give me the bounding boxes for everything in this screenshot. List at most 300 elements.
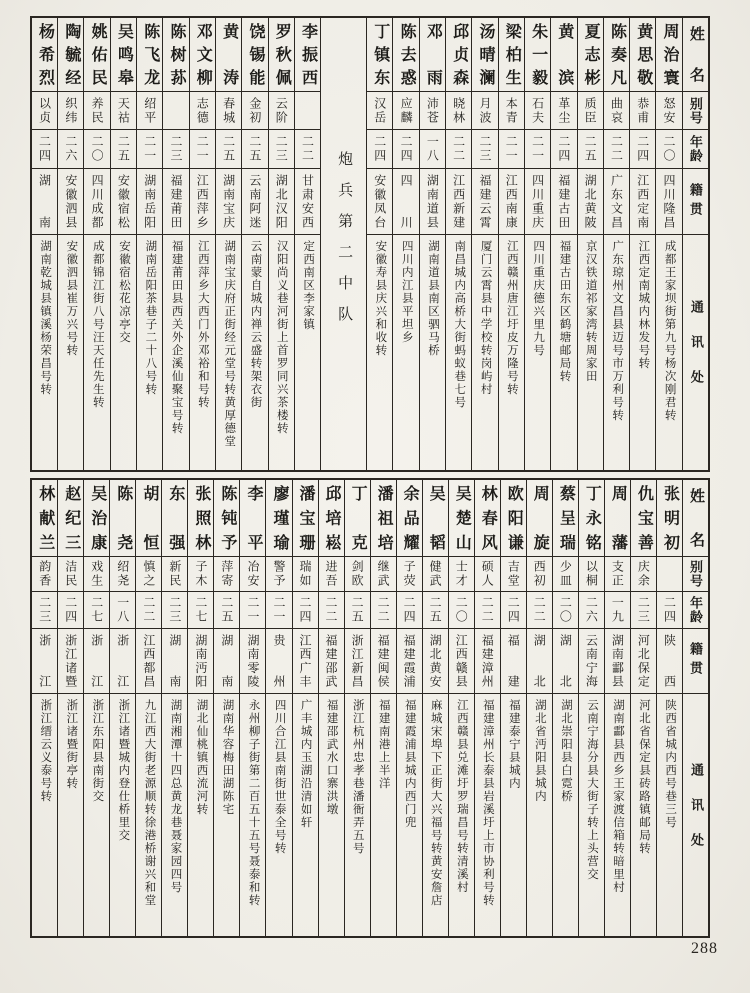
entry-origin-text: 福建	[506, 634, 521, 688]
entry-address	[449, 694, 474, 936]
entry-age-text: 二三	[37, 596, 52, 624]
entry-origin	[656, 169, 681, 235]
entry-name	[266, 480, 291, 557]
entry-origin	[527, 629, 552, 694]
entry-column	[629, 18, 655, 470]
entry-column	[630, 480, 656, 936]
entry-name-text: 朱一毅	[529, 23, 547, 86]
entry-age-text: 二一	[142, 135, 157, 163]
entry-address-text: 湖南酃县西乡王家渡信箱转暗里村	[612, 699, 624, 894]
entry-alias	[420, 92, 445, 130]
entry-address	[58, 694, 83, 936]
entry-address-text: 浙江杭州忠孝巷潘衙弄五号	[351, 699, 364, 855]
entry-alias-text: 晓林	[451, 96, 466, 125]
entry-age	[656, 130, 681, 169]
entry-alias-text: 戏生	[89, 560, 104, 588]
entry-age-text: 二四	[37, 135, 52, 163]
entry-name-text: 汤晴澜	[476, 23, 494, 86]
entry-origin	[240, 629, 265, 694]
entry-origin	[58, 629, 83, 694]
entry-address	[32, 235, 57, 470]
entry-address-text: 四川重庆德兴里九号	[532, 240, 545, 357]
entry-alias-text: 洁民	[63, 560, 78, 588]
entry-address-text: 京汉铁道祁家湾转周家田	[584, 240, 597, 383]
entry-age-text: 二四	[556, 135, 571, 163]
entry-origin-text: 云南宁海	[584, 634, 599, 688]
entry-alias	[269, 92, 294, 130]
entry-origin	[657, 629, 682, 694]
entry-address	[319, 694, 344, 936]
roster-table-bottom	[30, 478, 710, 938]
entry-alias	[553, 557, 578, 592]
entry-name-text: 邓雨	[424, 23, 442, 86]
entry-age	[578, 130, 603, 169]
entry-alias-text: 慎之	[141, 560, 156, 588]
entry-name-text: 林春风	[479, 485, 497, 551]
entry-address	[423, 694, 448, 936]
entry-name-text: 潘宝珊	[297, 485, 315, 551]
entry-column	[187, 480, 213, 936]
entry-alias-text: 庆余	[636, 560, 651, 588]
entry-address	[32, 694, 57, 936]
entry-origin-text: 安徽凤台	[372, 174, 387, 229]
entry-address-text: 福建邵武水口寨洪墩	[325, 699, 338, 816]
entry-name-text: 陈钝予	[218, 485, 236, 551]
entry-alias-text: 进吾	[324, 560, 339, 588]
entry-age	[525, 130, 550, 169]
entry-name	[499, 18, 524, 92]
entry-name-text: 周藩	[609, 485, 627, 551]
entry-name	[293, 480, 318, 557]
entry-address-text: 浙江诸暨城内登仕桥里交	[117, 699, 130, 842]
entry-alias	[501, 557, 526, 592]
entry-name	[216, 18, 241, 92]
entry-address-text: 九江西大街老源顺转徐港桥谢兴和堂	[143, 699, 156, 907]
entry-alias	[214, 557, 239, 592]
entry-age-text: 二六	[63, 135, 78, 163]
entry-alias	[446, 92, 471, 130]
entry-name	[527, 480, 552, 557]
entry-address	[188, 694, 213, 936]
entry-age-text: 二二	[141, 596, 156, 624]
entry-name	[630, 18, 655, 92]
entry-address	[216, 235, 241, 470]
entry-address-text: 四川内江县平坦乡	[400, 240, 413, 344]
entry-age-text: 二〇	[90, 135, 105, 163]
entry-name	[32, 480, 57, 557]
entry-origin	[423, 629, 448, 694]
entry-column	[524, 18, 550, 470]
entry-column	[604, 480, 630, 936]
entry-origin-text: 湖北	[532, 634, 547, 688]
entry-address	[367, 235, 392, 470]
entry-name	[240, 480, 265, 557]
entry-age	[58, 592, 83, 629]
entry-address-text: 福建泰宁县城内	[507, 699, 520, 790]
entry-column	[110, 18, 136, 470]
entry-origin-text: 四川隆昌	[662, 174, 677, 229]
entry-alias-text: 石夫	[530, 96, 545, 125]
entry-address-text: 厦门云霄县中学校转岗屿村	[479, 240, 492, 396]
entry-name	[446, 18, 471, 92]
entry-name	[269, 18, 294, 92]
entry-origin-text: 湖南沔阳	[193, 634, 208, 688]
column-header-age	[683, 592, 708, 629]
entry-name-text: 梁柏生	[503, 23, 521, 86]
entry-age	[293, 592, 318, 629]
entry-origin	[579, 629, 604, 694]
entry-age-text: 二四	[506, 596, 521, 624]
entry-alias-text: 绍尧	[115, 560, 130, 588]
entry-name-text: 赵纪三	[62, 485, 80, 551]
entry-name-text: 张照林	[192, 485, 210, 551]
entry-name-text: 胡恒	[140, 485, 158, 551]
entry-address-text: 湖南湘潭十四总黄龙巷聂家园四号	[169, 699, 182, 894]
roster-table-top	[30, 16, 710, 472]
entry-address-text: 云南宁海分县大街子转上头营交	[585, 699, 598, 881]
entry-address	[551, 235, 576, 470]
entry-origin	[501, 629, 526, 694]
entry-name-text: 周旋	[531, 485, 549, 551]
entry-origin-text: 浙江诸暨	[63, 634, 78, 688]
entry-alias-text: 汉岳	[372, 96, 387, 125]
entry-alias	[32, 557, 57, 592]
entry-name	[111, 18, 136, 92]
entry-column	[215, 18, 241, 470]
entry-age	[630, 130, 655, 169]
entry-alias-text: 应麟	[399, 96, 414, 125]
entry-age-text: 二五	[428, 596, 443, 624]
entry-origin	[163, 169, 188, 235]
entry-age	[111, 130, 136, 169]
entry-origin	[84, 629, 109, 694]
column-header-alias	[683, 92, 708, 130]
entry-alias-text: 硕人	[480, 560, 495, 588]
entry-address-text: 江西赣州唐江圩皮万隆号转	[505, 240, 518, 396]
entry-address-text: 湖北省沔阳县城内	[533, 699, 546, 803]
entry-alias	[84, 557, 109, 592]
entry-age-text: 一八	[425, 135, 440, 163]
entry-age	[240, 592, 265, 629]
entry-address-text: 湖南岳阳茶巷子二十八号转	[144, 240, 157, 396]
entry-age	[605, 592, 630, 629]
entry-name-text: 吴治康	[88, 485, 106, 551]
entry-alias	[449, 557, 474, 592]
entry-address	[604, 235, 629, 470]
entry-address	[472, 235, 497, 470]
entry-alias-text: 以贞	[37, 96, 52, 125]
entry-address	[371, 694, 396, 936]
entry-address	[631, 694, 656, 936]
entry-alias-text: 少皿	[558, 560, 573, 588]
entry-age-text: 二五	[116, 135, 131, 163]
entry-alias	[578, 92, 603, 130]
entry-age-text: 二四	[63, 596, 78, 624]
entry-origin-text: 陕西	[662, 634, 677, 688]
entry-address	[240, 694, 265, 936]
entry-age-text: 二四	[402, 596, 417, 624]
entry-age-text: 二五	[221, 135, 236, 163]
entry-origin-text: 四川	[399, 174, 414, 229]
entry-alias	[499, 92, 524, 130]
entry-address-text: 广丰城内玉湖沿清如轩	[299, 699, 312, 829]
entry-address	[397, 694, 422, 936]
entry-column	[292, 480, 318, 936]
entry-address-text: 成都锦江街八号汪天任先生转	[91, 240, 104, 409]
column-header-age-text: 年龄	[687, 135, 703, 163]
entry-address	[393, 235, 418, 470]
entry-age	[295, 130, 320, 169]
entry-column	[57, 480, 83, 936]
entry-origin-text: 安徽宿松	[116, 174, 131, 229]
entry-address	[657, 694, 682, 936]
entry-name	[631, 480, 656, 557]
entry-address-text: 麻城宋埠下正街大兴福号转黄安詹店	[429, 699, 442, 907]
entry-column	[32, 18, 57, 470]
entry-origin	[293, 629, 318, 694]
entry-column	[294, 18, 320, 470]
entry-age	[420, 130, 445, 169]
entry-origin	[136, 629, 161, 694]
entry-origin	[58, 169, 83, 235]
entry-origin	[188, 629, 213, 694]
entry-address-text: 永州柳子街第二百五十五号聂泰和转	[247, 699, 260, 907]
entry-alias-text: 养民	[90, 96, 105, 125]
entry-name-text: 吴韬	[427, 485, 445, 551]
entry-name-text: 周治寰	[661, 23, 679, 86]
entry-alias-text: 韵香	[37, 560, 52, 588]
entry-age	[216, 130, 241, 169]
column-header-name	[683, 18, 708, 92]
entry-name-text: 饶锡能	[246, 23, 264, 86]
entry-age-text: 二二	[451, 135, 466, 163]
entry-age-text: 二〇	[454, 596, 469, 624]
entry-age	[371, 592, 396, 629]
entry-alias-text: 剑欧	[350, 560, 365, 588]
column-header-address	[683, 694, 708, 936]
entry-name	[472, 18, 497, 92]
entry-address	[110, 694, 135, 936]
entry-age-text: 二五	[247, 135, 262, 163]
column-header-name-text: 姓名	[687, 488, 704, 548]
entry-alias	[58, 92, 83, 130]
entry-origin	[137, 169, 162, 235]
entry-column	[344, 480, 370, 936]
entry-address	[525, 235, 550, 470]
entry-alias-text: 本青	[504, 96, 519, 125]
entry-name	[578, 18, 603, 92]
entry-name	[84, 18, 109, 92]
entry-age-text: 二三	[636, 596, 651, 624]
entry-alias	[393, 92, 418, 130]
entry-name-text: 李平	[244, 485, 262, 551]
entry-address-text: 云南蒙自城内禅云盛转架衣街	[249, 240, 262, 409]
entry-origin-text: 浙江新昌	[350, 634, 365, 688]
entry-alias-text: 怒安	[662, 96, 677, 125]
entry-address-text: 安徽泗县崔万兴号转	[65, 240, 78, 357]
entry-name-text: 丁克	[349, 485, 367, 551]
entry-address-text: 广东琼州文昌县迈号市万利号转	[611, 240, 624, 422]
entry-name	[345, 480, 370, 557]
entry-name	[393, 18, 418, 92]
column-header-age	[683, 130, 708, 169]
entry-age	[163, 130, 188, 169]
entry-origin-text: 四川重庆	[530, 174, 545, 229]
entry-alias	[136, 557, 161, 592]
entry-age-text: 二一	[245, 596, 260, 624]
entry-column	[136, 18, 162, 470]
entry-age-text: 二二	[609, 135, 624, 163]
entry-alias	[319, 557, 344, 592]
entry-alias	[266, 557, 291, 592]
entry-address	[553, 694, 578, 936]
entry-name-text: 余品耀	[401, 485, 419, 551]
entry-name-text: 蔡呈瑞	[557, 485, 575, 551]
entry-address	[190, 235, 215, 470]
entry-age	[266, 592, 291, 629]
entry-column	[268, 18, 294, 470]
entry-origin	[605, 629, 630, 694]
entry-age-text: 二二	[532, 596, 547, 624]
entry-age	[190, 130, 215, 169]
entry-age	[604, 130, 629, 169]
entry-origin-text: 福建莆田	[169, 174, 183, 229]
entry-origin-text: 江西萍乡	[195, 174, 210, 229]
header-column	[682, 18, 708, 470]
entry-address	[111, 235, 136, 470]
entry-column	[471, 18, 497, 470]
entry-address-text: 福建莆田县西关外企溪仙聚宝号转	[170, 240, 183, 435]
entry-origin	[190, 169, 215, 235]
entry-age	[475, 592, 500, 629]
entry-origin-text: 江西都昌	[141, 634, 156, 688]
entry-column	[498, 18, 524, 470]
entry-origin	[111, 169, 136, 235]
entry-origin-text: 江西南康	[504, 174, 519, 229]
entry-alias-text: 志德	[195, 96, 210, 125]
entry-address-text: 湖南道县南区驷马桥	[426, 240, 439, 357]
entry-alias	[58, 557, 83, 592]
entry-name	[367, 18, 392, 92]
entry-name	[657, 480, 682, 557]
entry-address-text: 湖南华容梅田湖陈宅	[221, 699, 234, 816]
entry-alias	[110, 557, 135, 592]
entry-address	[163, 235, 188, 470]
entry-alias	[137, 92, 162, 130]
entry-origin-text: 湖南	[37, 174, 52, 229]
entry-name-text: 陈去惑	[398, 23, 416, 86]
entry-age-text: 二四	[662, 596, 677, 624]
entry-name	[605, 480, 630, 557]
column-header-alias-text: 别号	[687, 560, 703, 588]
entry-name-text: 邓文柳	[194, 23, 212, 86]
entry-origin-text: 河北保定	[636, 634, 651, 688]
entry-origin	[110, 629, 135, 694]
entry-name-text: 黄涛	[220, 23, 238, 86]
entry-alias	[397, 557, 422, 592]
entry-origin-text: 湖南岳阳	[142, 174, 157, 229]
entry-name	[604, 18, 629, 92]
entry-alias	[656, 92, 681, 130]
entry-address-text: 定西南区李家镇	[302, 240, 315, 331]
entry-address-text: 福建古田东区鹤塘邮局转	[558, 240, 571, 383]
entry-alias	[551, 92, 576, 130]
entry-origin-text: 贵州	[271, 634, 286, 688]
entry-age	[501, 592, 526, 629]
entry-address	[579, 694, 604, 936]
entry-alias	[605, 557, 630, 592]
entry-age	[345, 592, 370, 629]
entry-age	[367, 130, 392, 169]
entry-age	[499, 130, 524, 169]
entry-age	[242, 130, 267, 169]
entry-origin	[32, 169, 57, 235]
entry-origin-text: 江西广丰	[298, 634, 313, 688]
entry-name-text: 邱培崧	[323, 485, 341, 551]
entry-address	[578, 235, 603, 470]
entry-age-text: 二〇	[662, 135, 677, 163]
entry-column	[603, 18, 629, 470]
entry-name-text: 陈树荪	[168, 23, 185, 86]
entry-name	[163, 18, 188, 92]
section-title	[321, 18, 366, 470]
entry-name-text: 夏志彬	[582, 23, 600, 86]
entry-alias-text: 恭甫	[635, 96, 650, 125]
entry-origin-text: 湖南	[219, 634, 234, 688]
entry-alias-text: 西初	[532, 560, 547, 588]
entry-address-text: 福建南港上半洋	[377, 699, 390, 790]
entry-age	[551, 130, 576, 169]
entry-age	[84, 592, 109, 629]
entry-age-text: 二二	[324, 596, 339, 624]
entry-origin	[475, 629, 500, 694]
entry-alias-text: 织纬	[63, 96, 78, 125]
entry-age-text: 二二	[480, 596, 495, 624]
entry-address	[136, 694, 161, 936]
entry-alias	[240, 557, 265, 592]
entry-age	[137, 130, 162, 169]
column-header-name	[683, 480, 708, 557]
entry-column	[526, 480, 552, 936]
entry-column	[578, 480, 604, 936]
entry-origin	[446, 169, 471, 235]
entry-name	[242, 18, 267, 92]
entry-column	[135, 480, 161, 936]
entry-origin	[216, 169, 241, 235]
entry-address	[214, 694, 239, 936]
entry-age-text: 二二	[300, 135, 315, 163]
entry-name-text: 杨希烈	[36, 23, 54, 86]
entry-name-text: 陈尧	[114, 485, 132, 551]
entry-age	[32, 130, 57, 169]
entry-column	[474, 480, 500, 936]
entry-alias-text: 瑞如	[298, 560, 313, 588]
entry-origin-text: 湖北汉阳	[274, 174, 289, 229]
entry-name-text: 吴楚山	[453, 485, 471, 551]
entry-column	[213, 480, 239, 936]
entry-age-text: 一九	[610, 596, 625, 624]
entry-address-text: 四川合江县南街世泰全号转	[273, 699, 286, 855]
entry-column	[445, 18, 471, 470]
entry-age	[319, 592, 344, 629]
entry-name	[110, 480, 135, 557]
entry-age-text: 二四	[399, 135, 414, 163]
entry-address	[58, 235, 83, 470]
entry-name-text: 丁永铭	[583, 485, 601, 551]
entry-alias	[84, 92, 109, 130]
entry-name	[190, 18, 215, 92]
entry-origin-text: 湖北	[558, 634, 573, 688]
